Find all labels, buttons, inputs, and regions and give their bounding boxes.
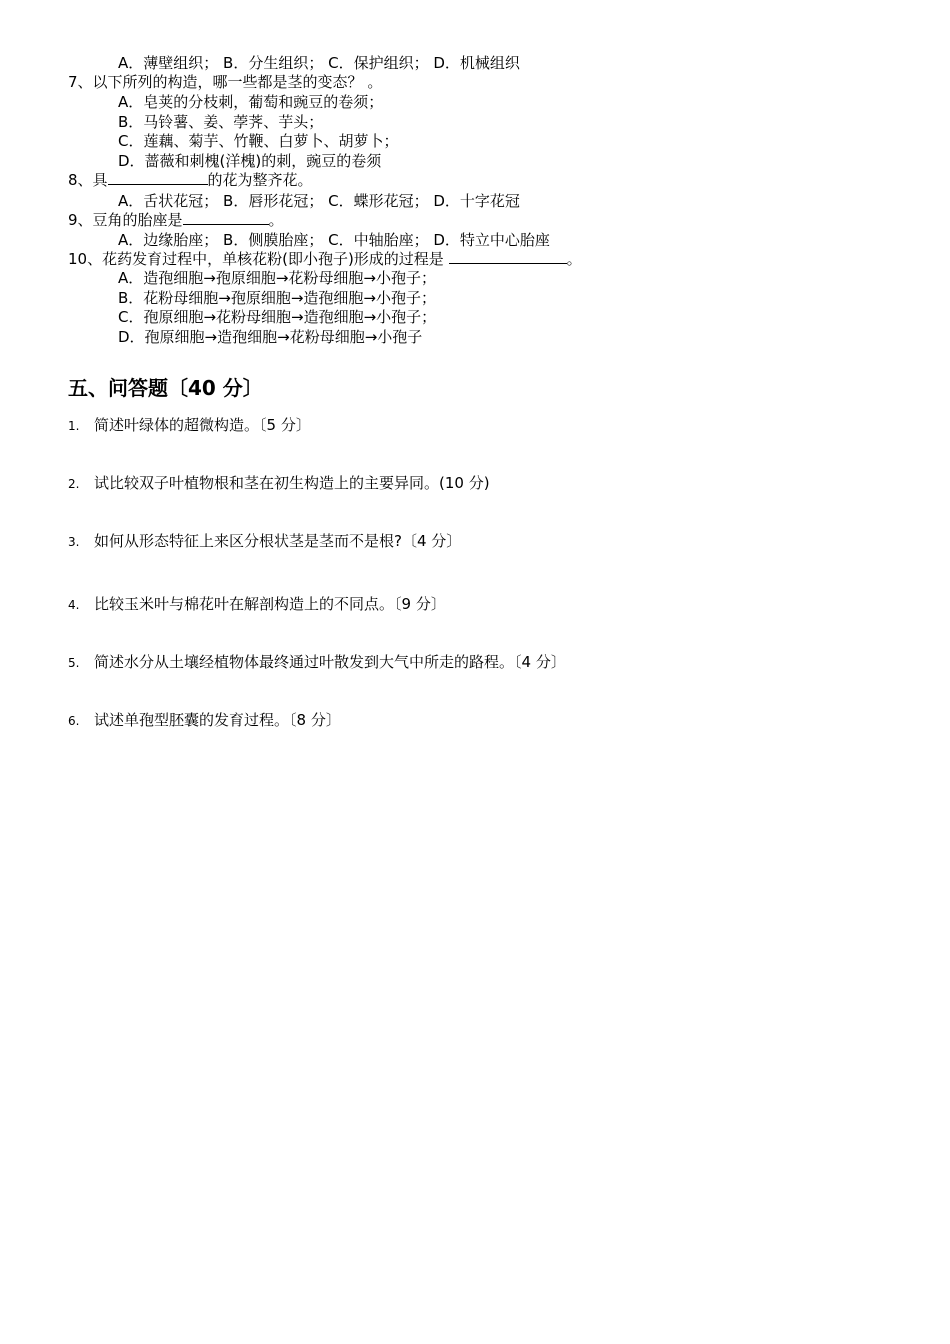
q7-option-d: D．蔷薇和刺槐(洋槐)的刺，豌豆的卷须 (118, 152, 382, 170)
q8-stem-after: 的花为整齐花。 (207, 171, 313, 189)
q7-stem: 7、以下所列的构造，哪一些都是茎的变态？ 。 (68, 73, 383, 91)
q9-blank (183, 211, 269, 225)
q8-stem (68, 171, 313, 190)
essay-question-number: 5. (68, 656, 80, 670)
essay-question-text: 试述单孢型胚囊的发育过程。〔8 分〕 (94, 711, 341, 729)
q10-stem (68, 250, 582, 269)
essay-question-4 (68, 595, 446, 615)
q10-stem-after: 。 (566, 250, 582, 268)
q7-option-c: C．莲藕、菊芋、竹鞭、白萝卜、胡萝卜； (118, 132, 399, 150)
essay-question-text: 比较玉米叶与棉花叶在解剖构造上的不同点。〔9 分〕 (94, 595, 446, 613)
essay-question-5 (68, 653, 566, 673)
q8-options: A．舌状花冠； B．唇形花冠； C．蝶形花冠； D．十字花冠 (118, 192, 520, 210)
q10-option-c: C．孢原细胞→花粉母细胞→造孢细胞→小孢子； (118, 308, 437, 326)
essay-question-6 (68, 711, 341, 731)
essay-question-text: 试比较双子叶植物根和茎在初生构造上的主要异同。(10 分) (94, 474, 490, 492)
essay-question-text: 简述叶绿体的超微构造。〔5 分〕 (94, 416, 311, 434)
q9-stem-before: 9、豆角的胎座是 (68, 211, 183, 229)
q6-options: A．薄壁组织； B．分生组织； C．保护组织； D．机械组织 (118, 54, 520, 72)
q9-stem (68, 211, 284, 230)
essay-question-2 (68, 474, 490, 494)
essay-question-number: 6. (68, 714, 80, 728)
q10-blank (449, 250, 567, 264)
q10-stem-before: 10、花药发育过程中，单核花粉(即小孢子)形成的过程是 (68, 250, 449, 268)
essay-question-3 (68, 532, 461, 552)
q10-option-a: A．造孢细胞→孢原细胞→花粉母细胞→小孢子； (118, 269, 436, 287)
essay-question-1 (68, 416, 311, 436)
essay-question-text: 如何从形态特征上来区分根状茎是茎而不是根?〔4 分〕 (94, 532, 462, 550)
essay-question-number: 1. (68, 419, 80, 433)
essay-question-text: 简述水分从土壤经植物体最终通过叶散发到大气中所走的路程。〔4 分〕 (94, 653, 566, 671)
essay-question-number: 2. (68, 477, 80, 491)
q9-stem-after: 。 (268, 211, 284, 229)
q9-options: A．边缘胎座； B．侧膜胎座； C．中轴胎座； D．特立中心胎座 (118, 231, 550, 249)
essay-question-number: 4. (68, 598, 80, 612)
q8-blank (108, 171, 208, 185)
section5-heading: 五、问答题〔40 分〕 (68, 376, 263, 400)
q7-option-a: A．皂荚的分枝刺，葡萄和豌豆的卷须； (118, 93, 384, 111)
q10-option-b: B．花粉母细胞→孢原细胞→造孢细胞→小孢子； (118, 289, 436, 307)
q8-stem-before: 8、具 (68, 171, 108, 189)
q10-option-d: D．孢原细胞→造孢细胞→花粉母细胞→小孢子 (118, 328, 423, 346)
q7-option-b: B．马铃薯、姜、荸荠、芋头； (118, 113, 324, 131)
essay-question-number: 3. (68, 535, 80, 549)
